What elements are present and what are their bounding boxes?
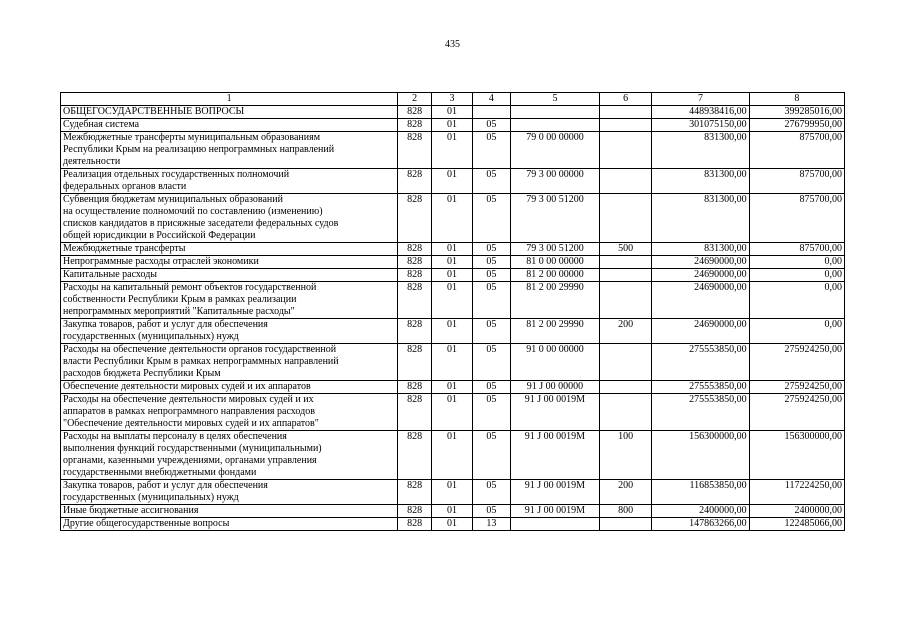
target-article-cell: 79 3 00 00000 — [510, 169, 599, 194]
section-code-cell: 01 — [431, 256, 472, 269]
amount-year2-cell: 117224250,00 — [749, 480, 844, 505]
expense-type-cell — [600, 256, 652, 269]
department-code-cell: 828 — [398, 518, 432, 531]
expense-name-line: общей юрисдикции в Российской Федерации — [63, 230, 256, 241]
expense-name-line: списков кандидатов в присяжные заседатели федеральных судов — [63, 218, 339, 229]
expense-name-line: Непрограммные расходы отраслей экономики — [63, 256, 259, 267]
expense-name-line: Расходы на обеспечение деятельности органов государственной — [63, 344, 337, 355]
expense-type-cell — [600, 381, 652, 394]
amount-year2-cell: 156300000,00 — [749, 431, 844, 480]
expense-name-line: Расходы на капитальный ремонт объектов государственной — [63, 282, 317, 293]
department-code-cell: 828 — [398, 381, 432, 394]
amount-year1-cell: 2400000,00 — [652, 505, 749, 518]
expense-name-line: Субвенция бюджетам муниципальных образований — [63, 194, 283, 205]
table-row — [61, 169, 845, 194]
table-row — [61, 319, 845, 344]
amount-year2-cell: 0,00 — [749, 282, 844, 319]
department-code-cell: 828 — [398, 319, 432, 344]
table-row — [61, 381, 845, 394]
expense-name-cell — [61, 256, 398, 269]
amount-year2-cell: 875700,00 — [749, 132, 844, 169]
subsection-code-cell — [472, 106, 510, 119]
expense-name-line: аппаратов в рамках непрограммного направления расходов — [63, 406, 315, 417]
expense-name-line: Закупка товаров, работ и услуг для обеспечения — [63, 480, 268, 491]
amount-year2-cell: 0,00 — [749, 319, 844, 344]
amount-year2-cell: 276799950,00 — [749, 119, 844, 132]
expense-name-line: государственных (муниципальных) нужд — [63, 331, 239, 342]
budget-table — [60, 92, 845, 531]
expense-name-line: выполнения функций государственными (муниципальными) — [63, 443, 322, 454]
subsection-code-cell: 05 — [472, 269, 510, 282]
amount-year1-cell: 831300,00 — [652, 132, 749, 169]
amount-year2-cell: 275924250,00 — [749, 394, 844, 431]
table-row — [61, 194, 845, 243]
department-code-cell: 828 — [398, 282, 432, 319]
expense-name-cell — [61, 431, 398, 480]
amount-year2-cell: 399285016,00 — [749, 106, 844, 119]
subsection-code-cell: 05 — [472, 394, 510, 431]
amount-year2-cell: 275924250,00 — [749, 381, 844, 394]
expense-type-cell: 500 — [600, 243, 652, 256]
section-code-cell: 01 — [431, 119, 472, 132]
header-cell: 5 — [510, 93, 599, 106]
expense-name-line: Другие общегосударственные вопросы — [63, 518, 230, 529]
amount-year1-cell: 24690000,00 — [652, 319, 749, 344]
expense-type-cell: 800 — [600, 505, 652, 518]
amount-year1-cell: 116853850,00 — [652, 480, 749, 505]
subsection-code-cell: 05 — [472, 381, 510, 394]
expense-name-line: "Обеспечение деятельности мировых судей и их аппаратов" — [63, 418, 319, 429]
expense-name-cell — [61, 243, 398, 256]
expense-name-line: власти Республики Крым в рамках непрограммных направлений — [63, 356, 339, 367]
header-cell: 1 — [61, 93, 398, 106]
expense-name-cell — [61, 282, 398, 319]
expense-type-cell — [600, 194, 652, 243]
amount-year1-cell: 275553850,00 — [652, 394, 749, 431]
department-code-cell: 828 — [398, 394, 432, 431]
target-article-cell: 91 J 00 0019М — [510, 431, 599, 480]
department-code-cell: 828 — [398, 119, 432, 132]
expense-name-line: Межбюджетные трансферты — [63, 243, 186, 254]
table-body — [61, 93, 845, 531]
expense-name-cell — [61, 169, 398, 194]
department-code-cell: 828 — [398, 256, 432, 269]
subsection-code-cell: 05 — [472, 282, 510, 319]
target-article-cell: 79 3 00 51200 — [510, 194, 599, 243]
subsection-code-cell: 05 — [472, 319, 510, 344]
page-number: 435 — [445, 39, 460, 50]
target-article-cell — [510, 119, 599, 132]
section-code-cell: 01 — [431, 194, 472, 243]
header-cell: 2 — [398, 93, 432, 106]
amount-year1-cell: 448938416,00 — [652, 106, 749, 119]
expense-name-cell — [61, 518, 398, 531]
department-code-cell: 828 — [398, 431, 432, 480]
expense-type-cell — [600, 132, 652, 169]
table-row — [61, 106, 845, 119]
expense-name-line: Обеспечение деятельности мировых судей и их аппаратов — [63, 381, 311, 392]
section-code-cell: 01 — [431, 169, 472, 194]
expense-type-cell: 200 — [600, 319, 652, 344]
expense-name-line: на осуществление полномочий по составлению (изменению) — [63, 206, 323, 217]
expense-name-line: органами, казенными учреждениями, органами управления — [63, 455, 317, 466]
expense-name-line: государственных (муниципальных) нужд — [63, 492, 239, 503]
subsection-code-cell: 05 — [472, 169, 510, 194]
amount-year1-cell: 156300000,00 — [652, 431, 749, 480]
expense-name-line: Реализация отдельных государственных полномочий — [63, 169, 290, 180]
expense-name-line: Межбюджетные трансферты муниципальным образованиям — [63, 132, 321, 143]
expense-name-cell — [61, 194, 398, 243]
table-row — [61, 431, 845, 480]
expense-type-cell — [600, 169, 652, 194]
target-article-cell: 91 J 00 0019М — [510, 480, 599, 505]
expense-name-cell — [61, 480, 398, 505]
expense-name-line: федеральных органов власти — [63, 181, 187, 192]
table-row — [61, 132, 845, 169]
amount-year2-cell: 875700,00 — [749, 169, 844, 194]
table-row — [61, 243, 845, 256]
expense-name-line: расходов бюджета Республики Крым — [63, 368, 221, 379]
table-row — [61, 282, 845, 319]
expense-type-cell — [600, 269, 652, 282]
department-code-cell: 828 — [398, 269, 432, 282]
subsection-code-cell: 05 — [472, 119, 510, 132]
section-code-cell: 01 — [431, 518, 472, 531]
expense-name-line: Республики Крым на реализацию непрограммных направлений — [63, 144, 335, 155]
section-code-cell: 01 — [431, 106, 472, 119]
section-code-cell: 01 — [431, 381, 472, 394]
target-article-cell: 81 2 00 00000 — [510, 269, 599, 282]
department-code-cell: 828 — [398, 194, 432, 243]
header-cell: 6 — [600, 93, 652, 106]
expense-type-cell: 200 — [600, 480, 652, 505]
target-article-cell: 79 0 00 00000 — [510, 132, 599, 169]
header-cell: 7 — [652, 93, 749, 106]
amount-year1-cell: 24690000,00 — [652, 282, 749, 319]
expense-type-cell — [600, 394, 652, 431]
amount-year2-cell: 875700,00 — [749, 243, 844, 256]
section-code-cell: 01 — [431, 282, 472, 319]
expense-name-line: Расходы на выплаты персоналу в целях обеспечения — [63, 431, 287, 442]
amount-year2-cell: 0,00 — [749, 269, 844, 282]
expense-name-line: Закупка товаров, работ и услуг для обеспечения — [63, 319, 268, 330]
department-code-cell: 828 — [398, 344, 432, 381]
amount-year1-cell: 831300,00 — [652, 243, 749, 256]
expense-name-line: непрограммных мероприятий "Капитальные расходы" — [63, 306, 295, 317]
target-article-cell — [510, 518, 599, 531]
target-article-cell: 79 3 00 51200 — [510, 243, 599, 256]
expense-name-line: деятельности — [63, 156, 121, 167]
subsection-code-cell: 05 — [472, 256, 510, 269]
section-code-cell: 01 — [431, 319, 472, 344]
expense-name-cell — [61, 344, 398, 381]
section-code-cell: 01 — [431, 132, 472, 169]
expense-name-line: Судебная система — [63, 119, 140, 130]
expense-name-line: Капитальные расходы — [63, 269, 158, 280]
section-code-cell: 01 — [431, 344, 472, 381]
target-article-cell: 91 0 00 00000 — [510, 344, 599, 381]
subsection-code-cell: 13 — [472, 518, 510, 531]
expense-name-line: Иные бюджетные ассигнования — [63, 505, 199, 516]
expense-name-line: Расходы на обеспечение деятельности мировых судей и их — [63, 394, 314, 405]
department-code-cell: 828 — [398, 132, 432, 169]
subsection-code-cell: 05 — [472, 431, 510, 480]
amount-year2-cell: 2400000,00 — [749, 505, 844, 518]
table-row — [61, 505, 845, 518]
subsection-code-cell: 05 — [472, 344, 510, 381]
expense-name-cell — [61, 381, 398, 394]
expense-name-cell — [61, 106, 398, 119]
department-code-cell: 828 — [398, 169, 432, 194]
amount-year2-cell: 275924250,00 — [749, 344, 844, 381]
amount-year2-cell: 875700,00 — [749, 194, 844, 243]
amount-year1-cell: 301075150,00 — [652, 119, 749, 132]
expense-type-cell — [600, 106, 652, 119]
table-row — [61, 119, 845, 132]
amount-year1-cell: 275553850,00 — [652, 381, 749, 394]
header-cell: 3 — [431, 93, 472, 106]
table-row — [61, 518, 845, 531]
subsection-code-cell: 05 — [472, 480, 510, 505]
expense-name-cell — [61, 269, 398, 282]
amount-year1-cell: 147863266,00 — [652, 518, 749, 531]
expense-name-cell — [61, 132, 398, 169]
expense-type-cell — [600, 518, 652, 531]
amount-year1-cell: 831300,00 — [652, 194, 749, 243]
section-code-cell: 01 — [431, 394, 472, 431]
expense-name-line: государственными внебюджетными фондами — [63, 467, 257, 478]
expense-type-cell — [600, 282, 652, 319]
target-article-cell: 81 2 00 29990 — [510, 319, 599, 344]
amount-year1-cell: 24690000,00 — [652, 256, 749, 269]
table-row — [61, 480, 845, 505]
section-code-cell: 01 — [431, 505, 472, 518]
amount-year1-cell: 275553850,00 — [652, 344, 749, 381]
expense-name-line: собственности Республики Крым в рамках реализации — [63, 294, 297, 305]
subsection-code-cell: 05 — [472, 194, 510, 243]
expense-type-cell: 100 — [600, 431, 652, 480]
amount-year2-cell: 122485066,00 — [749, 518, 844, 531]
expense-name-line: ОБЩЕГОСУДАРСТВЕННЫЕ ВОПРОСЫ — [63, 106, 245, 117]
section-code-cell: 01 — [431, 243, 472, 256]
expense-type-cell — [600, 119, 652, 132]
amount-year2-cell: 0,00 — [749, 256, 844, 269]
header-cell: 4 — [472, 93, 510, 106]
subsection-code-cell: 05 — [472, 243, 510, 256]
target-article-cell: 81 0 00 00000 — [510, 256, 599, 269]
expense-name-cell — [61, 505, 398, 518]
section-code-cell: 01 — [431, 431, 472, 480]
subsection-code-cell: 05 — [472, 132, 510, 169]
section-code-cell: 01 — [431, 269, 472, 282]
expense-name-cell — [61, 394, 398, 431]
expense-name-cell — [61, 119, 398, 132]
column-number-row — [61, 93, 845, 106]
target-article-cell: 91 J 00 00000 — [510, 381, 599, 394]
expense-name-cell — [61, 319, 398, 344]
table-row — [61, 394, 845, 431]
amount-year1-cell: 24690000,00 — [652, 269, 749, 282]
expense-type-cell — [600, 344, 652, 381]
target-article-cell: 91 J 00 0019М — [510, 394, 599, 431]
department-code-cell: 828 — [398, 243, 432, 256]
department-code-cell: 828 — [398, 505, 432, 518]
amount-year1-cell: 831300,00 — [652, 169, 749, 194]
table-row — [61, 344, 845, 381]
target-article-cell — [510, 106, 599, 119]
subsection-code-cell: 05 — [472, 505, 510, 518]
table-row — [61, 256, 845, 269]
target-article-cell: 91 J 00 0019М — [510, 505, 599, 518]
department-code-cell: 828 — [398, 106, 432, 119]
department-code-cell: 828 — [398, 480, 432, 505]
section-code-cell: 01 — [431, 480, 472, 505]
target-article-cell: 81 2 00 29990 — [510, 282, 599, 319]
header-cell: 8 — [749, 93, 844, 106]
table-row — [61, 269, 845, 282]
